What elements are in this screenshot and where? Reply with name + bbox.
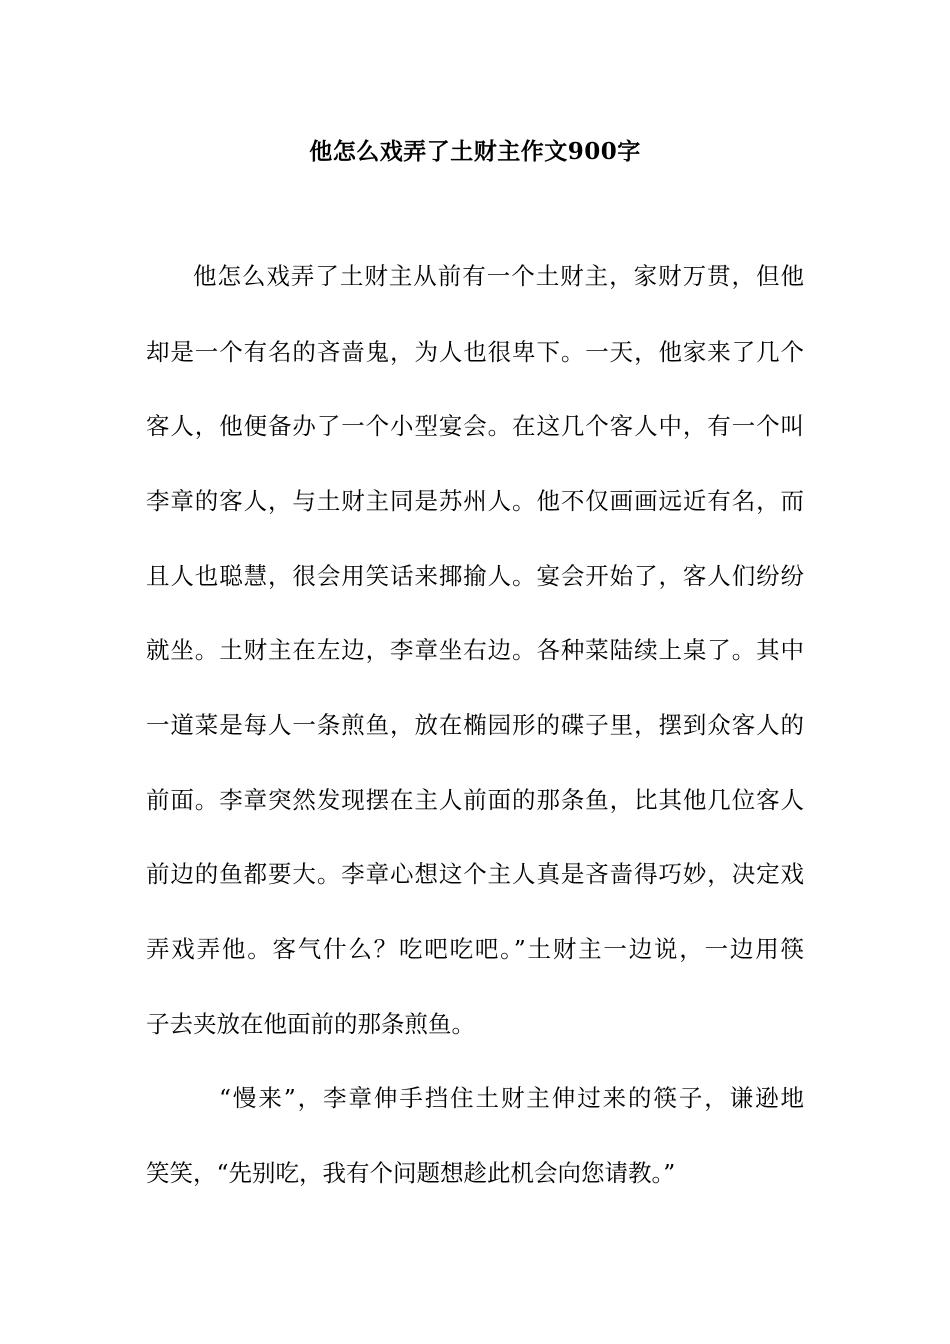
paragraph-line: 就坐。土财主在左边，李章坐右边。各种菜陆续上桌了。其中: [146, 636, 804, 664]
paragraph-line: 弄戏弄他。客气什么？吃吧吃吧。”土财主一边说，一边用筷: [146, 935, 804, 963]
document-title: 他怎么戏弄了土财主作文900字: [309, 138, 641, 165]
paragraph-line: “慢来”，李章伸手挡住土财主伸过来的筷子，谦逊地: [219, 1084, 804, 1112]
paragraph-line: 笑笑，“先别吃，我有个问题想趁此机会向您请教。”: [146, 1159, 676, 1187]
paragraph-line: 子去夹放在他面前的那条煎鱼。: [146, 1010, 475, 1038]
paragraph-line: 却是一个有名的吝啬鬼，为人也很卑下。一天，他家来了几个: [146, 338, 804, 366]
paragraph-line: 一道菜是每人一条煎鱼，放在椭园形的碟子里，摆到众客人的: [146, 711, 804, 739]
paragraph-line: 且人也聪慧，很会用笑话来揶揄人。宴会开始了，客人们纷纷: [146, 562, 804, 590]
paragraph-line: 客人，他便备办了一个小型宴会。在这几个客人中，有一个叫: [146, 412, 804, 440]
paragraph-line: 他怎么戏弄了土财主从前有一个土财主，家财万贯，但他: [193, 262, 804, 290]
paragraph-line: 李章的客人，与土财主同是苏州人。他不仅画画远近有名，而: [146, 487, 804, 515]
paragraph-line: 前面。李章突然发现摆在主人前面的那条鱼，比其他几位客人: [146, 786, 804, 814]
paragraph-line: 前边的鱼都要大。李章心想这个主人真是吝啬得巧妙，决定戏: [146, 860, 804, 888]
